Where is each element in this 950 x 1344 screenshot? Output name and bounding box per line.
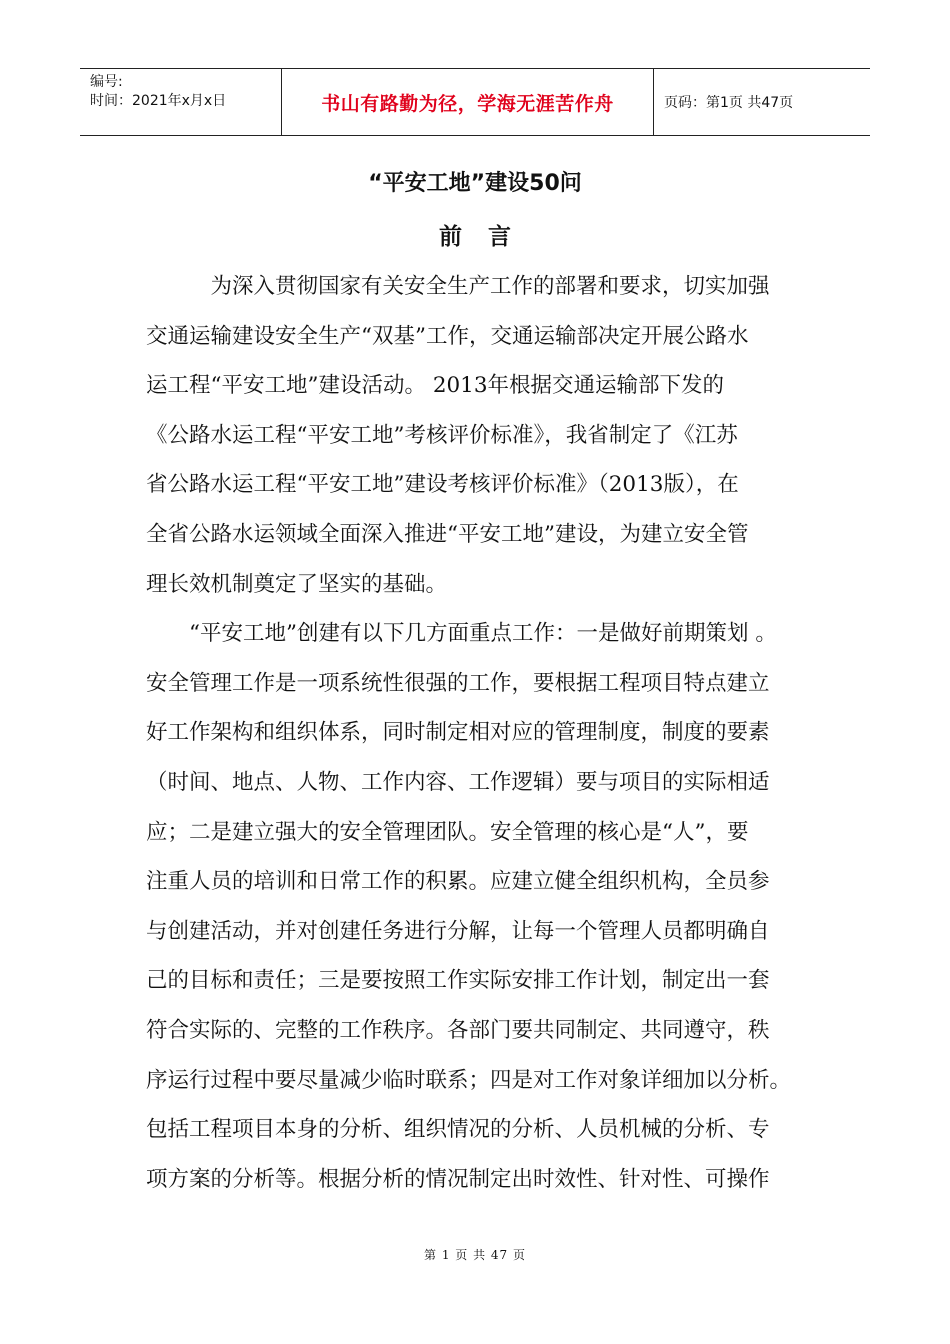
code-label: 编号: [90,74,123,90]
time-label: 时间：2021年x月x日 [90,93,227,109]
body-line: （时间、地点、人物、工作内容、工作逻辑）要与项目的实际相适 [146,769,770,795]
body-line: 好工作架构和组织体系，同时制定相对应的管理制度，制度的要素 [146,720,770,746]
body-line: 序运行过程中要尽量减少临时联系；四是对工作对象详细加以分析。 [146,1067,792,1093]
body-line: 己的目标和责任；三是要按照工作实际安排工作计划，制定出一套 [146,968,770,994]
body-line: 安全管理工作是一项系统性很强的工作，要根据工程项目特点建立 [146,670,770,696]
page-label: 页码：第1页 共47页 [664,95,794,111]
body-line: 项方案的分析等。根据分析的情况制定出时效性、针对性、可操作 [146,1166,770,1192]
body-line: 交通运输建设安全生产“双基”工作，交通运输部决定开展公路水 [146,323,749,349]
body-line: 应；二是建立强大的安全管理团队。安全管理的核心是“人”，要 [146,819,749,845]
body-line: 包括工程项目本身的分析、组织情况的分析、人员机械的分析、专 [146,1117,770,1143]
body-line: 与创建活动，并对创建任务进行分解，让每一个管理人员都明确自 [146,918,770,944]
page-footer: 第 1 页 共 47 页 [424,1248,526,1262]
header-motto-cell [281,69,654,135]
body-line: 省公路水运工程“平安工地”建设考核评价标准》（2013版），在 [146,472,739,498]
body-line: 《公路水运工程“平安工地”考核评价标准》，我省制定了《江苏 [146,422,738,448]
section-heading: 前言 [439,224,537,250]
body-line: 全省公路水运领域全面深入推进“平安工地”建设，为建立安全管 [146,521,749,547]
motto-text: 书山有路勤为径，学海无涯苦作舟 [321,92,614,115]
body-line: 理长效机制奠定了坚实的基础。 [146,571,448,597]
body-text [146,262,810,1204]
body-line: 为深入贯彻国家有关安全生产工作的部署和要求，切实加强 [146,274,770,299]
body-line: 符合实际的、完整的工作秩序。各部门要共同制定、共同遵守，秩 [146,1017,770,1043]
header-page-cell [654,69,870,135]
body-line: 注重人员的培训和日常工作的积累。应建立健全组织机构，全员参 [146,869,770,895]
header-meta-cell [80,69,281,135]
body-line: 运工程“平安工地”建设活动。 2013年根据交通运输部下发的 [146,373,725,399]
header-table [80,68,870,136]
body-line: “平安工地”创建有以下几方面重点工作：一是做好前期策划 。 [146,621,777,647]
document-title: “平安工地”建设50问 [368,171,582,196]
